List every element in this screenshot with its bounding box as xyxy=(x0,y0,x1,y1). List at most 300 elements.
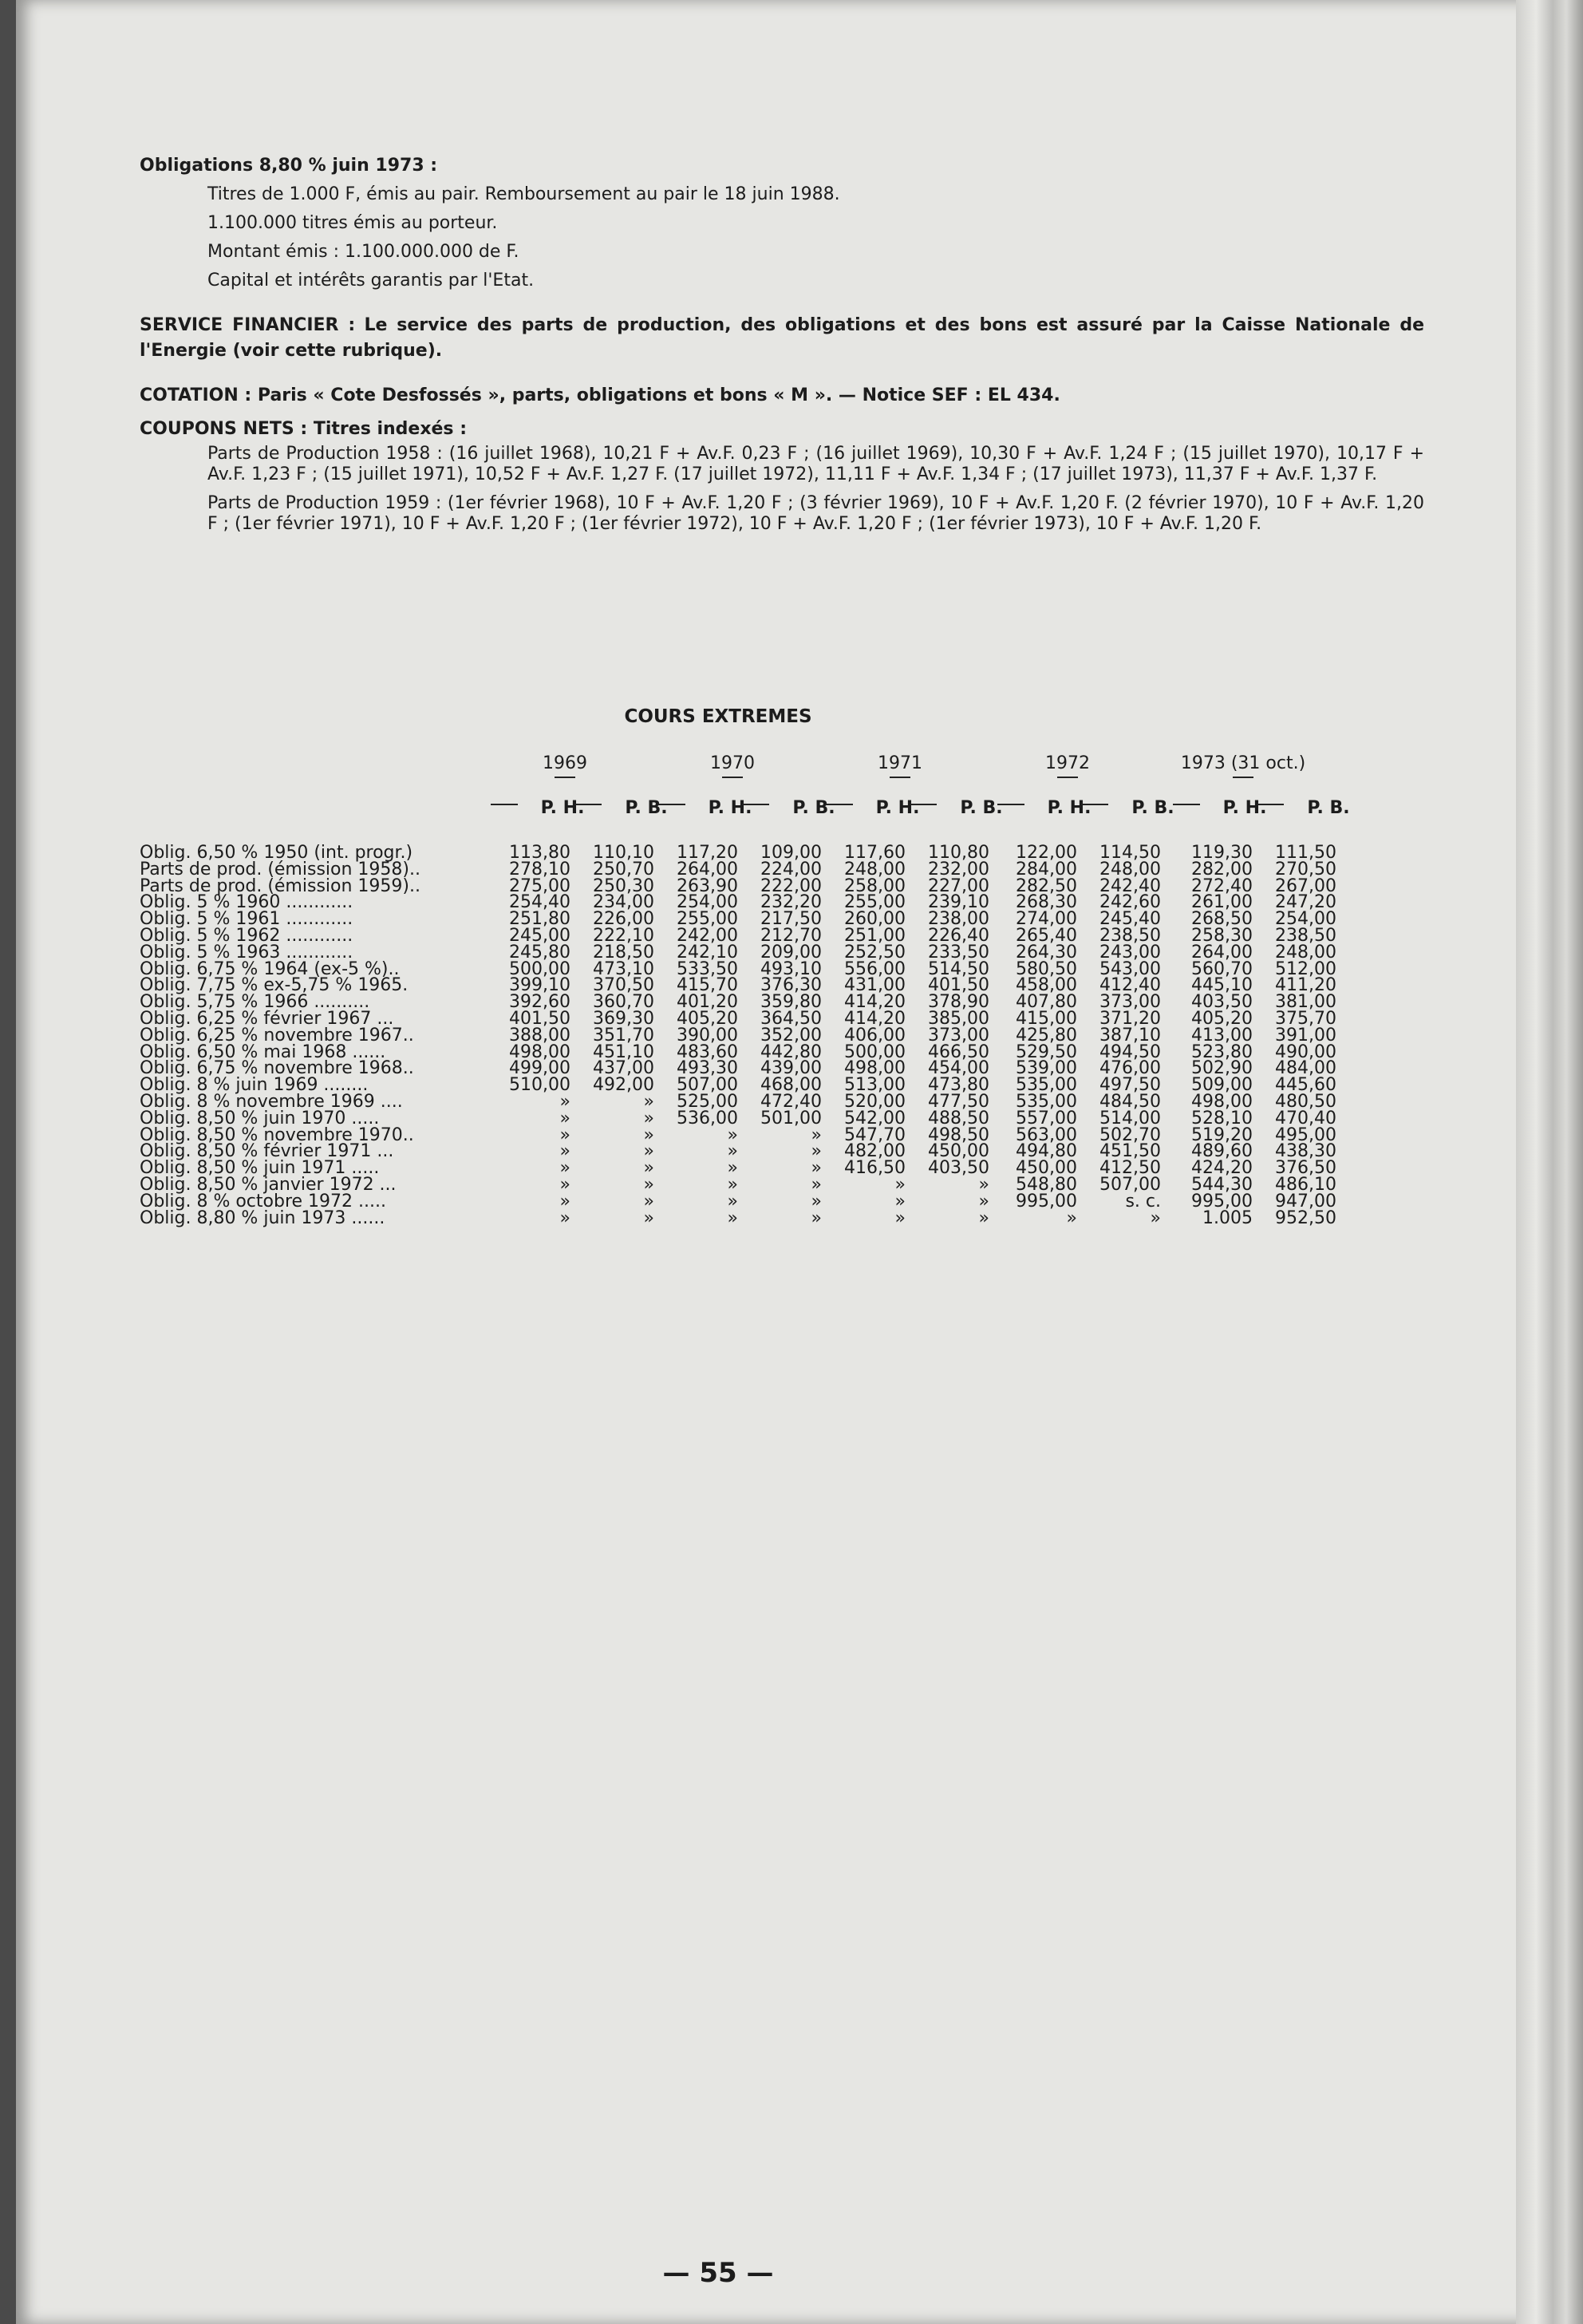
row-label: Parts de prod. (émission 1959).. xyxy=(140,875,420,896)
obligations-line-1: Titres de 1.000 F, émis au pair. Remboursement au pair le 18 juin 1988. xyxy=(207,184,840,204)
table-cell: 352,00 xyxy=(760,1025,822,1045)
obligations-line-4: Capital et intérêts garantis par l'Etat. xyxy=(207,271,535,290)
table-cell: 255,00 xyxy=(844,892,906,913)
table-row xyxy=(140,1158,1464,1179)
table-cell: 360,70 xyxy=(593,992,654,1013)
table-cell: » xyxy=(559,1124,570,1145)
table-cell: 263,90 xyxy=(677,875,738,896)
table-cell: 473,80 xyxy=(928,1075,989,1096)
table-cell: » xyxy=(811,1158,822,1179)
coupons-details xyxy=(207,444,1424,535)
table-cell: 381,00 xyxy=(1275,992,1336,1013)
table-cell: 405,20 xyxy=(1191,1008,1253,1029)
table-cell: 494,80 xyxy=(1016,1141,1077,1162)
table-cell: 369,30 xyxy=(593,1008,654,1029)
table-cell: » xyxy=(978,1191,989,1211)
table-cell: 260,00 xyxy=(844,909,906,930)
table-cell: 445,60 xyxy=(1275,1075,1336,1096)
table-cell: 533,50 xyxy=(677,958,738,979)
table-cell: 454,00 xyxy=(928,1058,989,1079)
table-cell: 212,70 xyxy=(760,925,822,946)
obligations-line-3: Montant émis : 1.100.000.000 de F. xyxy=(207,242,519,262)
table-cell: 501,00 xyxy=(760,1108,822,1128)
table-cell: 468,00 xyxy=(760,1075,822,1096)
table-cell: 399,10 xyxy=(509,975,570,996)
table-cell: 529,50 xyxy=(1016,1041,1077,1062)
col-header-label: P. H. xyxy=(1222,798,1267,818)
table-cell: 238,50 xyxy=(1275,925,1336,946)
table-cell: 110,80 xyxy=(928,843,989,863)
table-cell: 110,10 xyxy=(593,843,654,863)
table-row xyxy=(140,975,1464,996)
col-header-label: P. H. xyxy=(1047,798,1092,818)
table-cell: s. c. xyxy=(1125,1191,1161,1211)
year-1970-label: 1970 xyxy=(710,753,755,773)
table-cell: 254,40 xyxy=(509,892,570,913)
table-row xyxy=(140,1192,1464,1209)
col-header-label: P. H. xyxy=(875,798,920,818)
table-cell: 264,00 xyxy=(677,859,738,879)
table-cell: 251,00 xyxy=(844,925,906,946)
table-cell: » xyxy=(559,1158,570,1179)
year-1973 xyxy=(1163,754,1323,778)
table-cell: 442,80 xyxy=(760,1041,822,1062)
table-cell: 242,10 xyxy=(677,942,738,962)
col-header-label: P. B. xyxy=(960,798,1003,818)
table-cell: 364,50 xyxy=(760,1008,822,1029)
table-row xyxy=(140,1141,1464,1162)
table-cell: 490,00 xyxy=(1275,1041,1336,1062)
row-label: Oblig. 6,50 % 1950 (int. progr.) xyxy=(140,843,413,863)
row-label: Oblig. 6,25 % novembre 1967.. xyxy=(140,1025,414,1045)
obligations-details xyxy=(207,180,1424,295)
table-cell: » xyxy=(643,1108,654,1128)
table-cell: » xyxy=(978,1174,989,1195)
ph-pb-header-row xyxy=(140,799,1464,844)
service-text: Le service des parts de production, des obligations et des bons est assuré par la Caisse Nationale de l'Energie (voir cette rubrique). xyxy=(140,315,1424,361)
table-cell: 258,30 xyxy=(1191,925,1253,946)
table-cell: 437,00 xyxy=(593,1058,654,1079)
table-cell: 255,00 xyxy=(677,909,738,930)
table-row xyxy=(140,960,1464,977)
table-cell: 523,80 xyxy=(1191,1041,1253,1062)
table-cell: 111,50 xyxy=(1275,843,1336,863)
table-cell: 472,40 xyxy=(760,1091,822,1112)
table-cell: 251,80 xyxy=(509,909,570,930)
row-label: Oblig. 8 % juin 1969 ........ xyxy=(140,1075,369,1096)
table-cell: 122,00 xyxy=(1016,843,1077,863)
coupons-label: COUPONS NETS : Titres indexés : xyxy=(140,419,467,439)
table-cell: 248,00 xyxy=(1099,859,1161,879)
table-cell: » xyxy=(811,1207,822,1228)
table-cell: 542,00 xyxy=(844,1108,906,1128)
table-cell: » xyxy=(1066,1207,1077,1228)
table-cell: 500,00 xyxy=(509,958,570,979)
cours-extremes-table xyxy=(140,753,1464,1228)
year-1969 xyxy=(485,754,645,778)
table-cell: 392,60 xyxy=(509,992,570,1013)
table-cell: 477,50 xyxy=(928,1091,989,1112)
table-row xyxy=(140,1091,1464,1112)
row-label: Oblig. 6,50 % mai 1968 ...... xyxy=(140,1041,386,1062)
table-cell: 411,20 xyxy=(1275,975,1336,996)
table-cell: 117,20 xyxy=(677,843,738,863)
table-cell: 412,50 xyxy=(1099,1158,1161,1179)
table-cell: » xyxy=(894,1207,906,1228)
table-cell: 401,50 xyxy=(509,1008,570,1029)
table-cell: 401,50 xyxy=(928,975,989,996)
row-label: Oblig. 6,75 % novembre 1968.. xyxy=(140,1058,414,1079)
table-cell: 560,70 xyxy=(1191,958,1253,979)
table-cell: 232,20 xyxy=(760,892,822,913)
table-cell: » xyxy=(1150,1207,1161,1228)
table-cell: 413,00 xyxy=(1191,1025,1253,1045)
table-cell: 536,00 xyxy=(677,1108,738,1128)
table-cell: 233,50 xyxy=(928,942,989,962)
year-1971-label: 1971 xyxy=(878,753,922,773)
obligations-title: Obligations 8,80 % juin 1973 : xyxy=(140,156,438,176)
table-cell: 258,00 xyxy=(844,875,906,896)
table-cell: 401,20 xyxy=(677,992,738,1013)
row-label: Oblig. 8,50 % juin 1971 ..... xyxy=(140,1158,380,1179)
table-cell: 412,40 xyxy=(1099,975,1161,996)
table-cell: 406,00 xyxy=(844,1025,906,1045)
cours-extremes-title: COURS EXTREMES xyxy=(624,706,812,727)
table-cell: » xyxy=(894,1174,906,1195)
table-cell: » xyxy=(811,1191,822,1211)
table-cell: 238,00 xyxy=(928,909,989,930)
table-cell: » xyxy=(559,1207,570,1228)
table-cell: 209,00 xyxy=(760,942,822,962)
table-cell: 547,70 xyxy=(844,1124,906,1145)
table-cell: 222,00 xyxy=(760,875,822,896)
table-cell: 580,50 xyxy=(1016,958,1077,979)
table-cell: 282,50 xyxy=(1016,875,1077,896)
table-cell: 513,00 xyxy=(844,1075,906,1096)
table-cell: 995,00 xyxy=(1016,1191,1077,1211)
table-cell: 113,80 xyxy=(509,843,570,863)
table-cell: » xyxy=(559,1141,570,1162)
col-header-label: P. H. xyxy=(708,798,752,818)
table-cell: 278,10 xyxy=(509,859,570,879)
table-cell: 268,50 xyxy=(1191,909,1253,930)
table-cell: » xyxy=(643,1158,654,1179)
row-label: Oblig. 8,80 % juin 1973 ...... xyxy=(140,1207,385,1228)
table-cell: 351,70 xyxy=(593,1025,654,1045)
table-cell: » xyxy=(559,1108,570,1128)
table-cell: » xyxy=(643,1141,654,1162)
row-label: Oblig. 5,75 % 1966 .......... xyxy=(140,992,370,1013)
table-cell: 376,30 xyxy=(760,975,822,996)
table-cell: 218,50 xyxy=(593,942,654,962)
row-label: Oblig. 5 % 1960 ............ xyxy=(140,892,353,913)
table-cell: 267,00 xyxy=(1275,875,1336,896)
table-row xyxy=(140,925,1464,946)
year-header-row xyxy=(140,754,1464,786)
table-cell: 510,00 xyxy=(509,1075,570,1096)
row-label: Oblig. 5 % 1961 ............ xyxy=(140,909,353,930)
table-cell: » xyxy=(559,1174,570,1195)
table-cell: 484,00 xyxy=(1275,1058,1336,1079)
row-label: Oblig. 6,75 % 1964 (ex-5 %).. xyxy=(140,958,400,979)
table-cell: 234,00 xyxy=(593,892,654,913)
page-number: — 55 — xyxy=(662,2257,774,2289)
table-cell: 217,50 xyxy=(760,909,822,930)
table-cell: 995,00 xyxy=(1191,1191,1253,1211)
table-cell: » xyxy=(811,1124,822,1145)
table-cell: 548,80 xyxy=(1016,1174,1077,1195)
table-cell: 275,00 xyxy=(509,875,570,896)
table-cell: 390,00 xyxy=(677,1025,738,1045)
cotation-text: Paris « Cote Desfossés », parts, obligations et bons « M ». — Notice SEF : EL 434. xyxy=(257,385,1060,405)
table-cell: 416,50 xyxy=(844,1158,906,1179)
year-1972 xyxy=(988,754,1147,778)
table-cell: 284,00 xyxy=(1016,859,1077,879)
table-cell: » xyxy=(643,1191,654,1211)
col-header-label: P. B. xyxy=(625,798,668,818)
table-cell: 499,00 xyxy=(509,1058,570,1079)
service-label: SERVICE FINANCIER : xyxy=(140,315,356,335)
table-cell: 493,10 xyxy=(760,958,822,979)
table-cell: 415,00 xyxy=(1016,1008,1077,1029)
table-cell: 500,00 xyxy=(844,1041,906,1062)
table-cell: 250,70 xyxy=(593,859,654,879)
table-cell: 438,30 xyxy=(1275,1141,1336,1162)
table-row xyxy=(140,1126,1464,1143)
table-cell: 385,00 xyxy=(928,1008,989,1029)
table-cell: 371,20 xyxy=(1099,1008,1161,1029)
table-cell: 109,00 xyxy=(760,843,822,863)
row-label: Parts de prod. (émission 1958).. xyxy=(140,859,420,879)
table-cell: 535,00 xyxy=(1016,1075,1077,1096)
table-cell: 544,30 xyxy=(1191,1174,1253,1195)
year-1971 xyxy=(820,754,980,778)
table-cell: » xyxy=(559,1191,570,1211)
table-row xyxy=(140,843,1464,863)
col-header-label: P. B. xyxy=(1307,798,1350,818)
table-cell: 482,00 xyxy=(844,1141,906,1162)
table-cell: » xyxy=(811,1174,822,1195)
table-cell: 445,10 xyxy=(1191,975,1253,996)
table-row xyxy=(140,1109,1464,1126)
table-cell: 254,00 xyxy=(677,892,738,913)
table-cell: 480,50 xyxy=(1275,1091,1336,1112)
col-header-label: P. H. xyxy=(540,798,585,818)
table-cell: 376,50 xyxy=(1275,1158,1336,1179)
table-cell: 415,70 xyxy=(677,975,738,996)
table-cell: 254,00 xyxy=(1275,909,1336,930)
table-cell: 497,50 xyxy=(1099,1075,1161,1096)
table-cell: » xyxy=(559,1091,570,1112)
page-content xyxy=(140,152,1424,2289)
table-cell: » xyxy=(978,1207,989,1228)
table-row xyxy=(140,1209,1464,1226)
table-cell: 425,80 xyxy=(1016,1025,1077,1045)
row-label: Oblig. 7,75 % ex-5,75 % 1965. xyxy=(140,975,409,996)
row-label: Oblig. 6,25 % février 1967 ... xyxy=(140,1008,394,1029)
coupons-1959: Parts de Production 1959 : (1er février 1968), 10 F + Av.F. 1,20 F ; (3 février 1969), 10 F + Av.F. 1,20 F. (2 février 1970), 10 F + Av.F. 1,20 F ; (1er février 1971), 10 F + Av.F. 1,20 F ; (1er février 1972), 10 F + Av.F. 1,20 F ; (1er février 1973), 10 F + Av.F. 1,20 F. xyxy=(207,493,1424,534)
year-1972-label: 1972 xyxy=(1045,753,1090,773)
table-cell: 498,00 xyxy=(844,1058,906,1079)
table-row xyxy=(140,860,1464,877)
table-cell: 498,00 xyxy=(509,1041,570,1062)
table-cell: 424,20 xyxy=(1191,1158,1253,1179)
table-cell: 947,00 xyxy=(1275,1191,1336,1211)
table-cell: 450,00 xyxy=(928,1141,989,1162)
table-cell: 476,00 xyxy=(1099,1058,1161,1079)
table-row xyxy=(140,992,1464,1013)
table-cell: 388,00 xyxy=(509,1025,570,1045)
table-cell: 1.005 xyxy=(1202,1207,1253,1228)
page-stack-edge xyxy=(1516,0,1583,2324)
row-label: Oblig. 5 % 1962 ............ xyxy=(140,925,353,946)
table-cell: 952,50 xyxy=(1275,1207,1336,1228)
table-cell: 528,10 xyxy=(1191,1108,1253,1128)
year-1969-label: 1969 xyxy=(543,753,587,773)
cotation xyxy=(140,381,1424,410)
table-cell: 458,00 xyxy=(1016,975,1077,996)
table-cell: 502,70 xyxy=(1099,1124,1161,1145)
col-header-label: P. B. xyxy=(792,798,835,818)
table-cell: 450,00 xyxy=(1016,1158,1077,1179)
table-cell: 543,00 xyxy=(1099,958,1161,979)
table-cell: 403,50 xyxy=(1191,992,1253,1013)
table-cell: 514,50 xyxy=(928,958,989,979)
table-cell: 264,00 xyxy=(1191,942,1253,962)
table-cell: 486,10 xyxy=(1275,1174,1336,1195)
table-cell: 222,10 xyxy=(593,925,654,946)
table-cell: 451,50 xyxy=(1099,1141,1161,1162)
row-label: Oblig. 8 % octobre 1972 ..... xyxy=(140,1191,386,1211)
table-cell: 250,30 xyxy=(593,875,654,896)
table-cell: 117,60 xyxy=(844,843,906,863)
table-cell: 245,00 xyxy=(509,925,570,946)
table-cell: 378,90 xyxy=(928,992,989,1013)
table-cell: 519,20 xyxy=(1191,1124,1253,1145)
table-cell: 245,40 xyxy=(1099,909,1161,930)
table-cell: 373,00 xyxy=(1099,992,1161,1013)
table-cell: 264,30 xyxy=(1016,942,1077,962)
table-cell: 248,00 xyxy=(1275,942,1336,962)
table-cell: 252,50 xyxy=(844,942,906,962)
table-row xyxy=(140,892,1464,913)
table-cell: 270,50 xyxy=(1275,859,1336,879)
obligations-line-2: 1.100.000 titres émis au porteur. xyxy=(207,213,498,233)
table-row xyxy=(140,1174,1464,1195)
table-cell: 391,00 xyxy=(1275,1025,1336,1045)
table-cell: 242,00 xyxy=(677,925,738,946)
table-cell: 439,00 xyxy=(760,1058,822,1079)
table-cell: 470,40 xyxy=(1275,1108,1336,1128)
table-cell: 507,00 xyxy=(1099,1174,1161,1195)
table-cell: 247,20 xyxy=(1275,892,1336,913)
table-cell: 507,00 xyxy=(677,1075,738,1096)
table-cell: 509,00 xyxy=(1191,1075,1253,1096)
table-cell: 238,50 xyxy=(1099,925,1161,946)
table-cell: 539,00 xyxy=(1016,1058,1077,1079)
table-cell: 226,40 xyxy=(928,925,989,946)
table-cell: 493,30 xyxy=(677,1058,738,1079)
service-financier xyxy=(140,313,1424,364)
table-cell: 556,00 xyxy=(844,958,906,979)
table-cell: 261,00 xyxy=(1191,892,1253,913)
table-cell: 242,60 xyxy=(1099,892,1161,913)
table-cell: 403,50 xyxy=(928,1158,989,1179)
table-cell: 563,00 xyxy=(1016,1124,1077,1145)
table-cell: 489,60 xyxy=(1191,1141,1253,1162)
table-cell: » xyxy=(643,1207,654,1228)
table-cell: 242,40 xyxy=(1099,875,1161,896)
table-cell: 494,50 xyxy=(1099,1041,1161,1062)
table-cell: 272,40 xyxy=(1191,875,1253,896)
table-cell: » xyxy=(643,1124,654,1145)
table-cell: 495,00 xyxy=(1275,1124,1336,1145)
table-cell: » xyxy=(643,1091,654,1112)
table-cell: 282,00 xyxy=(1191,859,1253,879)
year-1973-label: 1973 (31 oct.) xyxy=(1180,753,1306,773)
table-cell: 492,00 xyxy=(593,1075,654,1096)
row-label: Oblig. 8,50 % janvier 1972 ... xyxy=(140,1174,397,1195)
table-cell: 373,00 xyxy=(928,1025,989,1045)
table-cell: 370,50 xyxy=(593,975,654,996)
table-cell: » xyxy=(727,1124,738,1145)
table-row xyxy=(140,943,1464,960)
row-label: Oblig. 8,50 % novembre 1970.. xyxy=(140,1124,414,1145)
table-cell: 375,70 xyxy=(1275,1008,1336,1029)
table-cell: » xyxy=(727,1141,738,1162)
table-cell: 451,10 xyxy=(593,1041,654,1062)
table-cell: » xyxy=(811,1141,822,1162)
table-cell: 227,00 xyxy=(928,875,989,896)
row-label: Oblig. 8,50 % février 1971 ... xyxy=(140,1141,394,1162)
table-body xyxy=(140,843,1464,1228)
row-label: Oblig. 5 % 1963 ............ xyxy=(140,942,353,962)
table-cell: 359,80 xyxy=(760,992,822,1013)
table-cell: 245,80 xyxy=(509,942,570,962)
col-header-label: P. B. xyxy=(1131,798,1174,818)
table-cell: 248,00 xyxy=(844,859,906,879)
table-cell: 407,80 xyxy=(1016,992,1077,1013)
table-row xyxy=(140,877,1464,894)
table-cell: » xyxy=(727,1174,738,1195)
table-cell: 224,00 xyxy=(760,859,822,879)
table-cell: 502,90 xyxy=(1191,1058,1253,1079)
table-cell: 488,50 xyxy=(928,1108,989,1128)
table-cell: 239,10 xyxy=(928,892,989,913)
year-1970 xyxy=(653,754,812,778)
table-cell: 520,00 xyxy=(844,1091,906,1112)
table-cell: 512,00 xyxy=(1275,958,1336,979)
table-cell: 274,00 xyxy=(1016,909,1077,930)
table-cell: 514,00 xyxy=(1099,1108,1161,1128)
row-label: Oblig. 8 % novembre 1969 .... xyxy=(140,1091,403,1112)
table-cell: » xyxy=(727,1191,738,1211)
coupons-1958: Parts de Production 1958 : (16 juillet 1968), 10,21 F + Av.F. 0,23 F ; (16 juillet 1969), 10,30 F + Av.F. 1,24 F ; (15 juillet 1970), 10,17 F + Av.F. 1,23 F ; (15 juillet 1971), 10,52 F + Av.F. 1,27 F. (17 juillet 1972), 11,11 F + Av.F. 1,34 F ; (17 juillet 1973), 11,37 F + Av.F. 1,37 F. xyxy=(207,444,1424,484)
table-cell: 535,00 xyxy=(1016,1091,1077,1112)
row-label: Oblig. 8,50 % juin 1970 ..... xyxy=(140,1108,380,1128)
table-cell: 114,50 xyxy=(1099,843,1161,863)
table-row xyxy=(140,1043,1464,1060)
cotation-label: COTATION : xyxy=(140,385,252,405)
table-cell: 232,00 xyxy=(928,859,989,879)
table-cell: » xyxy=(727,1207,738,1228)
table-cell: 387,10 xyxy=(1099,1025,1161,1045)
table-cell: » xyxy=(894,1191,906,1211)
table-cell: 431,00 xyxy=(844,975,906,996)
table-row xyxy=(140,1058,1464,1079)
table-cell: 525,00 xyxy=(677,1091,738,1112)
table-cell: 483,60 xyxy=(677,1041,738,1062)
